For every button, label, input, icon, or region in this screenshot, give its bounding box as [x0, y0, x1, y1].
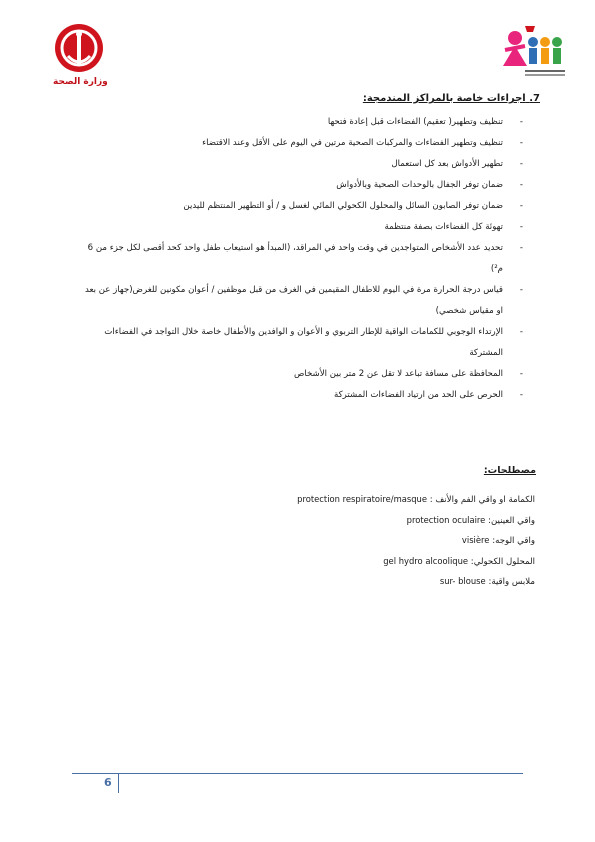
section-title — [363, 93, 540, 104]
term-item — [297, 531, 535, 552]
page-number: 6 — [104, 776, 112, 789]
term-arabic: الكمامة او واقي الفم والأنف : — [429, 495, 535, 505]
list-item: - تهوئة كل الفضاءات بصفة منتظمة — [80, 217, 523, 238]
list-item: - تنظيف وتطهير( تعقيم) الفضاءات قبل إعادة فتحها — [80, 112, 523, 133]
term-item — [297, 552, 535, 573]
term-item — [297, 511, 535, 532]
term-arabic: واقي الوجه: — [492, 536, 535, 546]
procedures-list — [80, 112, 523, 406]
term-arabic: واقي العينين: — [488, 515, 535, 526]
list-item: - الحرص على الحد من ارتياد الفضاءات المشتركة — [80, 385, 523, 406]
list-item: - ضمان توفر الجفال بالوحدات الصحية وبالأدواش — [80, 175, 523, 196]
footer-separator — [118, 773, 119, 793]
term-french: protection respiratoire/masque — [297, 494, 428, 504]
term-arabic: ملابس واقية: — [488, 577, 535, 587]
term-french: sur- blouse — [439, 576, 486, 586]
term-item — [297, 572, 535, 593]
term-french: gel hydro alcoolique — [383, 555, 469, 566]
ministry-label: وزارة الصحة — [53, 77, 108, 87]
terms-title: مصطلحات: — [483, 465, 536, 476]
section-title-text: اجراءات خاصة بالمراكز المندمجة: — [362, 93, 526, 104]
list-item: - تحديد عدد الأشخاص المتواجدين في وقت واحد في المراقد، (المبدأ هو استيعاب طفل واحد كحد أقصى لكل جزء من 6 م²) — [80, 238, 523, 280]
list-item: - ضمان توفر الصابون السائل والمحلول الكحولي المائي لغسل و / أو التطهير المنتظم لليدين — [80, 196, 523, 217]
term-french: visière — [461, 535, 490, 545]
footer-divider — [72, 773, 523, 774]
term-arabic: المحلول الكحولي: — [470, 556, 535, 567]
list-item: - تنظيف وتطهير الفضاءات والمركبات الصحية مرتين في اليوم على الأقل وعند الاقتضاء — [80, 133, 523, 154]
list-item: - المحافظة على مسافة تباعد لا تقل عن 2 متر بين الأشخاص — [80, 364, 523, 385]
section-number: 7. — [529, 93, 540, 104]
terms-list — [297, 490, 535, 593]
list-item: - قياس درجة الحرارة مرة في اليوم للاطفال المقيمين في الغرف من قبل موظفين / أعوان مكونين للغرض(جهاز عن بعد او مقياس شخصي) — [80, 280, 523, 322]
children-ministry-logo — [495, 18, 567, 80]
list-item: - تطهير الأدواش بعد كل استعمال — [80, 154, 523, 175]
term-item — [297, 490, 535, 511]
term-french: protection oculaire — [406, 514, 486, 525]
list-item: - الإرتداء الوجوبي للكمامات الواقية للإطار التربوي و الأعوان و الوافدين والأطفال خاصة خلال التواجد في الفضاءات المشتركة — [80, 322, 523, 364]
